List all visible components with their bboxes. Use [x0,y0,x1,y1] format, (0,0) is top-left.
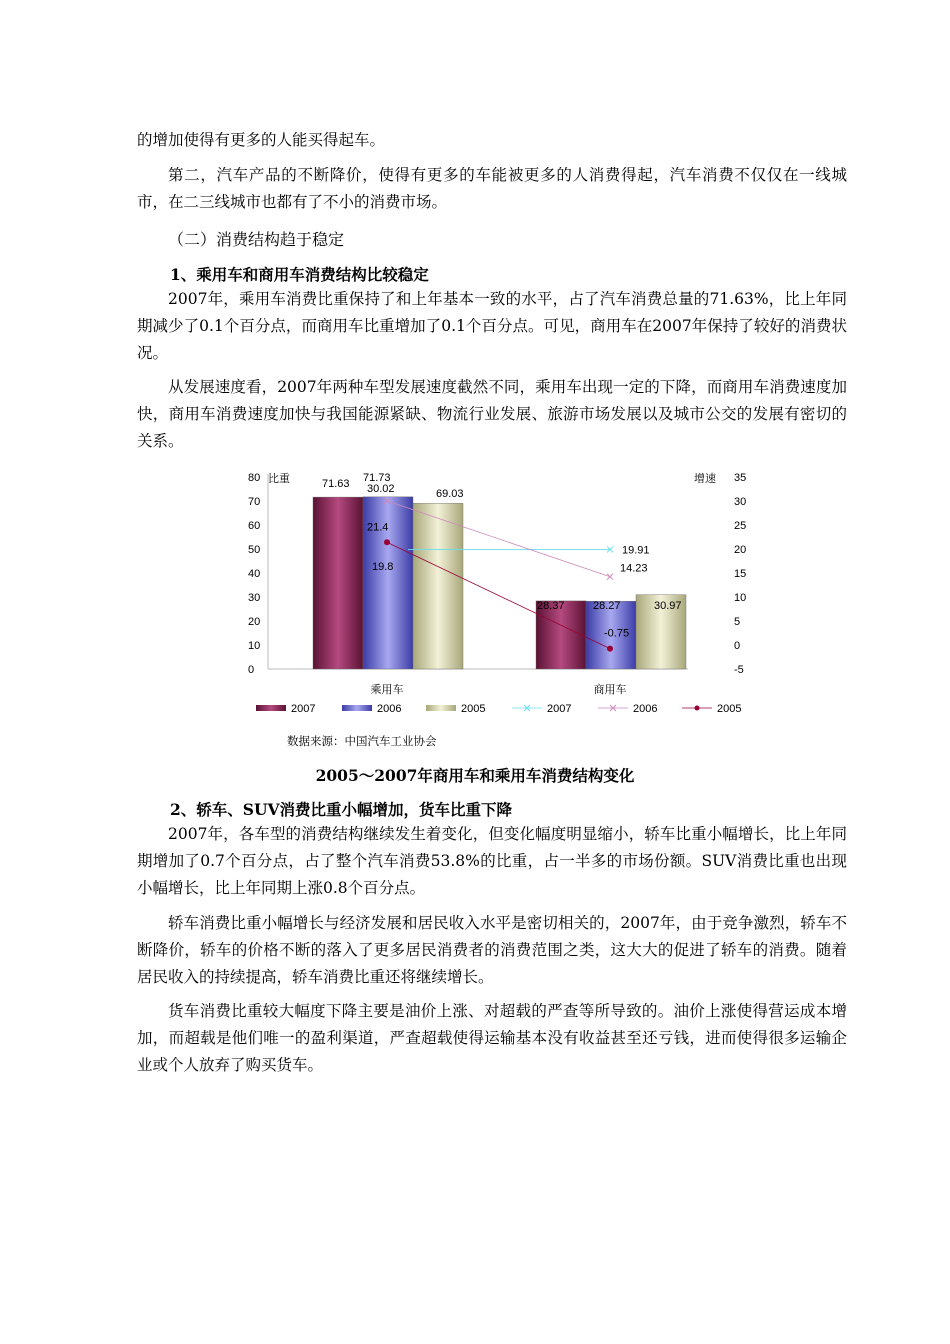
y-tick-right: 30 [734,496,747,508]
legend-label-line-2006: 2006 [633,703,658,715]
marker-2005-1 [607,646,613,652]
y-tick-right: 10 [734,592,747,604]
legend-swatch-bar-2006 [342,705,372,711]
paragraph-sedan-growth: 轿车消费比重小幅增长与经济发展和居民收入水平是密切相关的，2007年，由于竞争激烈，轿车不断降价，轿车的价格不断的落入了更多居民消费者的消费范围之类，这大大的促进了轿车的消费。随着居民收入的持续提高，轿车消费比重还将继续增长。 [137,914,847,986]
y-tick-left: 40 [248,568,261,580]
line-label-2005-0: 21.4 [367,521,389,534]
data-source: 数据来源：中国汽车工业协会 [287,734,437,748]
bar-label-2007-1: 28.37 [537,600,565,612]
legend-label-line-2007: 2007 [547,703,572,715]
y-tick-left: 30 [248,592,261,604]
y-tick-left: 50 [248,544,261,556]
y-tick-right: 5 [734,616,741,628]
bar-label-2006-0: 71.73 [363,472,391,484]
y-tick-right: 15 [734,568,747,580]
y-axis-left [248,472,260,676]
x-category: 商用车 [593,683,627,696]
legend-swatch-bar-2007 [256,705,286,711]
x-category: 乘用车 [370,683,404,696]
y-tick-left: 80 [248,472,261,484]
legend-label-bar-2006: 2006 [377,703,402,715]
marker-2006-1 [607,574,613,580]
subheading-2: 2、轿车、SUV消费比重小幅增加，货车比重下降 [170,800,513,819]
subheading-1: 1、乘用车和商用车消费结构比较稳定 [170,265,429,284]
paragraph-passenger-commercial: 2007年，乘用车消费比重保持了和上年基本一致的水平，占了汽车消费总量的71.63%，比上年同期减少了0.1个百分点，而商用车比重增加了0.1个百分点。可见，商用车在2007年保持了较好的消费状况。 [137,290,847,362]
y-tick-left: 70 [248,496,261,508]
marker-2005-0 [384,539,390,545]
x-axis-categories [371,682,627,696]
paragraph-truck-decline: 货车消费比重较大幅度下降主要是油价上涨、对超载的严查等所导致的。油价上涨使得营运成本增加，而超载是他们唯一的盈利渠道，严查超载使得运输基本没有收益甚至还亏钱，进而使得很多运输企业或个人放弃了购买货车。 [137,1002,847,1074]
line-label-2006-0: 30.02 [367,482,395,495]
bar-label-2007-0: 71.63 [322,478,350,490]
bar-label-2005-0: 69.03 [436,488,464,500]
consumption-structure-chart [238,462,758,724]
bar-label-2006-1: 28.27 [593,600,621,612]
paragraph-second-point: 第二，汽车产品的不断降价，使得有更多的车能被更多的人消费得起，汽车消费不仅仅在一线城市，在二三线城市也都有了不小的消费市场。 [137,166,847,211]
chart-caption: 2005～2007年商用车和乘用车消费结构变化 [315,766,635,785]
legend-label-line-2005: 2005 [717,703,742,715]
section-heading: （二）消费结构趋于稳定 [168,230,345,249]
paragraph-continuation: 的增加使得有更多的人能买得起车。 [137,131,386,149]
line-label-2006-1: 14.23 [620,562,648,575]
y-tick-right: 20 [734,544,747,556]
paragraph-growth-speed: 从发展速度看，2007年两种车型发展速度截然不同，乘用车出现一定的下降，而商用车消费速度加快，商用车消费速度加快与我国能源紧缺、物流行业发展、旅游市场发展以及城市公交的发展有密切的关系。 [137,378,847,450]
legend-label-bar-2005: 2005 [461,703,486,715]
y-axis-left-title: 比重 [268,472,290,485]
bar-2005-0 [413,503,463,669]
y-tick-right: 0 [734,640,741,652]
extra-annotation: 19.8 [372,561,394,573]
line-label-2005-1: -0.75 [604,627,630,640]
y-axis-right [734,472,746,676]
y-tick-right: 35 [734,472,747,484]
y-axis-right-title: 增速 [694,472,716,485]
legend-swatch-bar-2005 [426,705,456,711]
legend-marker-2005 [695,706,700,711]
y-tick-left: 20 [248,616,261,628]
chart-legend [256,703,741,715]
y-tick-left: 0 [248,664,255,676]
legend-label-bar-2007: 2007 [291,703,316,715]
y-tick-left: 10 [248,640,261,652]
line-label-2007-1: 19.91 [622,544,650,557]
y-tick-right: -5 [734,664,744,676]
bar-2007-0 [313,497,363,669]
y-tick-right: 25 [734,520,747,532]
bar-label-2005-1: 30.97 [654,600,682,612]
y-tick-left: 60 [248,520,261,532]
paragraph-structure-change: 2007年，各车型的消费结构继续发生着变化，但变化幅度明显缩小，轿车比重小幅增长，比上年同期增加了0.7个百分点，占了整个汽车消费53.8%的比重，占一半多的市场份额。SUV消费比重也出现小幅增长，比上年同期上涨0.8个百分点。 [137,825,847,897]
